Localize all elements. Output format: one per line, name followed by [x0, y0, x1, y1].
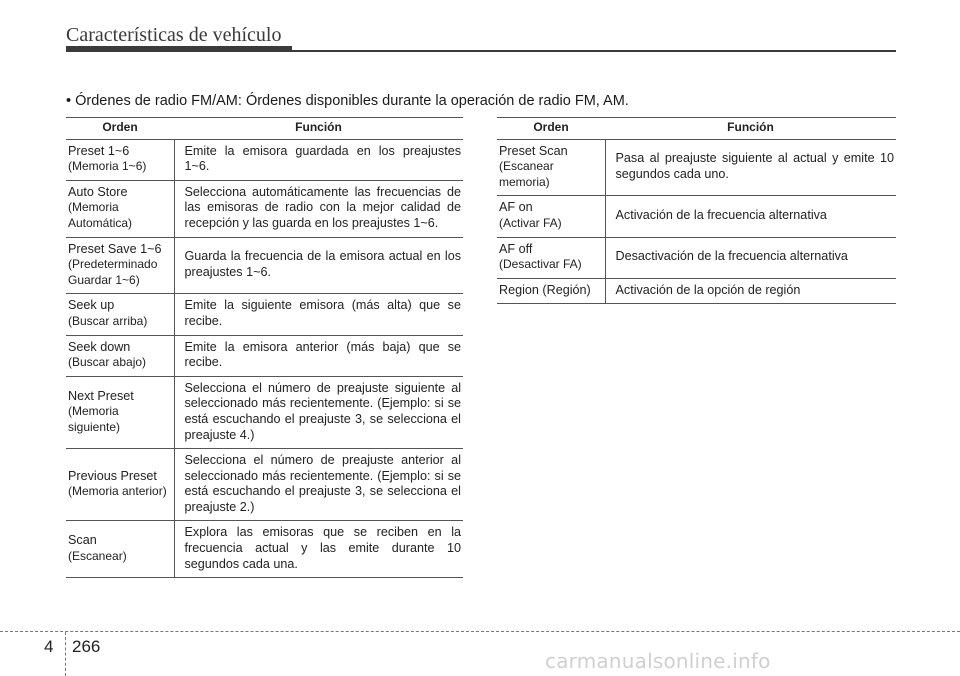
- function-cell: Selecciona el número de preajuste siguiente al seleccionado más recientemente. (Ejemplo: si se está escuchando el preajuste 3, se selecciona el preajuste 4.): [174, 376, 463, 448]
- column-header-order: Orden: [66, 118, 174, 140]
- order-cell: [66, 335, 174, 376]
- table-row: [66, 294, 463, 335]
- chapter-number: 4: [44, 637, 54, 656]
- fm-am-commands-table-left: [66, 117, 463, 578]
- table-row: [497, 237, 896, 278]
- order-sublabel: (Memoria anterior): [68, 484, 167, 499]
- function-cell: Pasa al preajuste siguiente al actual y emite 10 segundos cada uno.: [605, 139, 896, 196]
- table-row: [497, 196, 896, 237]
- order-label: Next Preset: [68, 388, 134, 403]
- function-cell: Emite la emisora guardada en los preajustes 1~6.: [174, 139, 463, 180]
- order-sublabel: (Predeterminado Guardar 1~6): [68, 257, 158, 287]
- function-cell: Desactivación de la frecuencia alternativa: [605, 237, 896, 278]
- order-sublabel: (Buscar arriba): [68, 313, 148, 328]
- function-cell: Emite la siguiente emisora (más alta) que se recibe.: [174, 294, 463, 335]
- function-cell: Selecciona automáticamente las frecuencias de las emisoras de radio con la mejor calidad de recepción y las guarda en los preajustes 1~6.: [174, 180, 463, 237]
- header-rule-thin: [292, 50, 896, 52]
- function-cell: Activación de la frecuencia alternativa: [605, 196, 896, 237]
- order-cell: [66, 521, 174, 578]
- intro-text: • Órdenes de radio FM/AM: Órdenes disponibles durante la operación de radio FM, AM.: [66, 93, 629, 109]
- column-header-function: Función: [605, 118, 896, 140]
- order-label: Preset Save 1~6: [68, 241, 162, 256]
- order-sublabel: (Escanear memoria): [499, 159, 554, 189]
- order-label: AF on: [499, 200, 533, 215]
- function-cell: Emite la emisora anterior (más baja) que se recibe.: [174, 335, 463, 376]
- order-label: Seek up: [68, 298, 115, 313]
- order-label: Scan: [68, 533, 97, 548]
- footer-divider: [65, 632, 66, 676]
- table-row: [497, 278, 896, 304]
- order-cell: [497, 278, 605, 304]
- page-title: Características de vehículo: [66, 24, 282, 46]
- page-number: 266: [72, 637, 101, 656]
- table-header-row: [497, 118, 896, 140]
- order-sublabel: (Escanear): [68, 548, 127, 563]
- column-header-function: Función: [174, 118, 463, 140]
- order-cell: [497, 237, 605, 278]
- order-sublabel: (Memoria siguiente): [68, 404, 121, 434]
- order-label: Preset Scan: [499, 143, 568, 158]
- fm-am-commands-table-right: [497, 117, 896, 304]
- order-cell: [497, 196, 605, 237]
- order-label: Region (Región): [499, 282, 591, 297]
- order-cell: [66, 294, 174, 335]
- function-cell: Guarda la frecuencia de la emisora actual en los preajustes 1~6.: [174, 237, 463, 294]
- watermark: carmanualsonline.info: [545, 649, 771, 673]
- order-sublabel: (Memoria Automática): [68, 200, 133, 230]
- order-label: Seek down: [68, 339, 131, 354]
- order-label: Previous Preset: [68, 468, 157, 483]
- function-cell: Selecciona el número de preajuste anterior al seleccionado más recientemente. (Ejemplo: si se está escuchando el preajuste 3, se selecciona el preajuste 2.): [174, 449, 463, 521]
- order-label: Preset 1~6: [68, 143, 130, 158]
- table-row: [66, 139, 463, 180]
- order-cell: [66, 180, 174, 237]
- table-row: [66, 449, 463, 521]
- column-header-order: Orden: [497, 118, 605, 140]
- function-cell: Activación de la opción de región: [605, 278, 896, 304]
- footer-rule: [0, 631, 960, 632]
- page-header: [66, 24, 281, 47]
- order-sublabel: (Buscar abajo): [68, 355, 147, 370]
- order-sublabel: (Activar FA): [499, 215, 562, 230]
- table-row: [66, 376, 463, 448]
- order-sublabel: (Memoria 1~6): [68, 159, 147, 174]
- table-row: [66, 335, 463, 376]
- order-cell: [66, 139, 174, 180]
- order-cell: [497, 139, 605, 196]
- table-row: [497, 139, 896, 196]
- order-cell: [66, 449, 174, 521]
- order-cell: [66, 376, 174, 448]
- table-header-row: [66, 118, 463, 140]
- order-label: AF off: [499, 241, 533, 256]
- table-row: [66, 180, 463, 237]
- order-label: Auto Store: [68, 184, 128, 199]
- header-rule-thick: [66, 46, 292, 52]
- order-sublabel: (Desactivar FA): [499, 257, 582, 272]
- table-row: [66, 237, 463, 294]
- order-cell: [66, 237, 174, 294]
- function-cell: Explora las emisoras que se reciben en la frecuencia actual y las emite durante 10 segundos cada una.: [174, 521, 463, 578]
- table-row: [66, 521, 463, 578]
